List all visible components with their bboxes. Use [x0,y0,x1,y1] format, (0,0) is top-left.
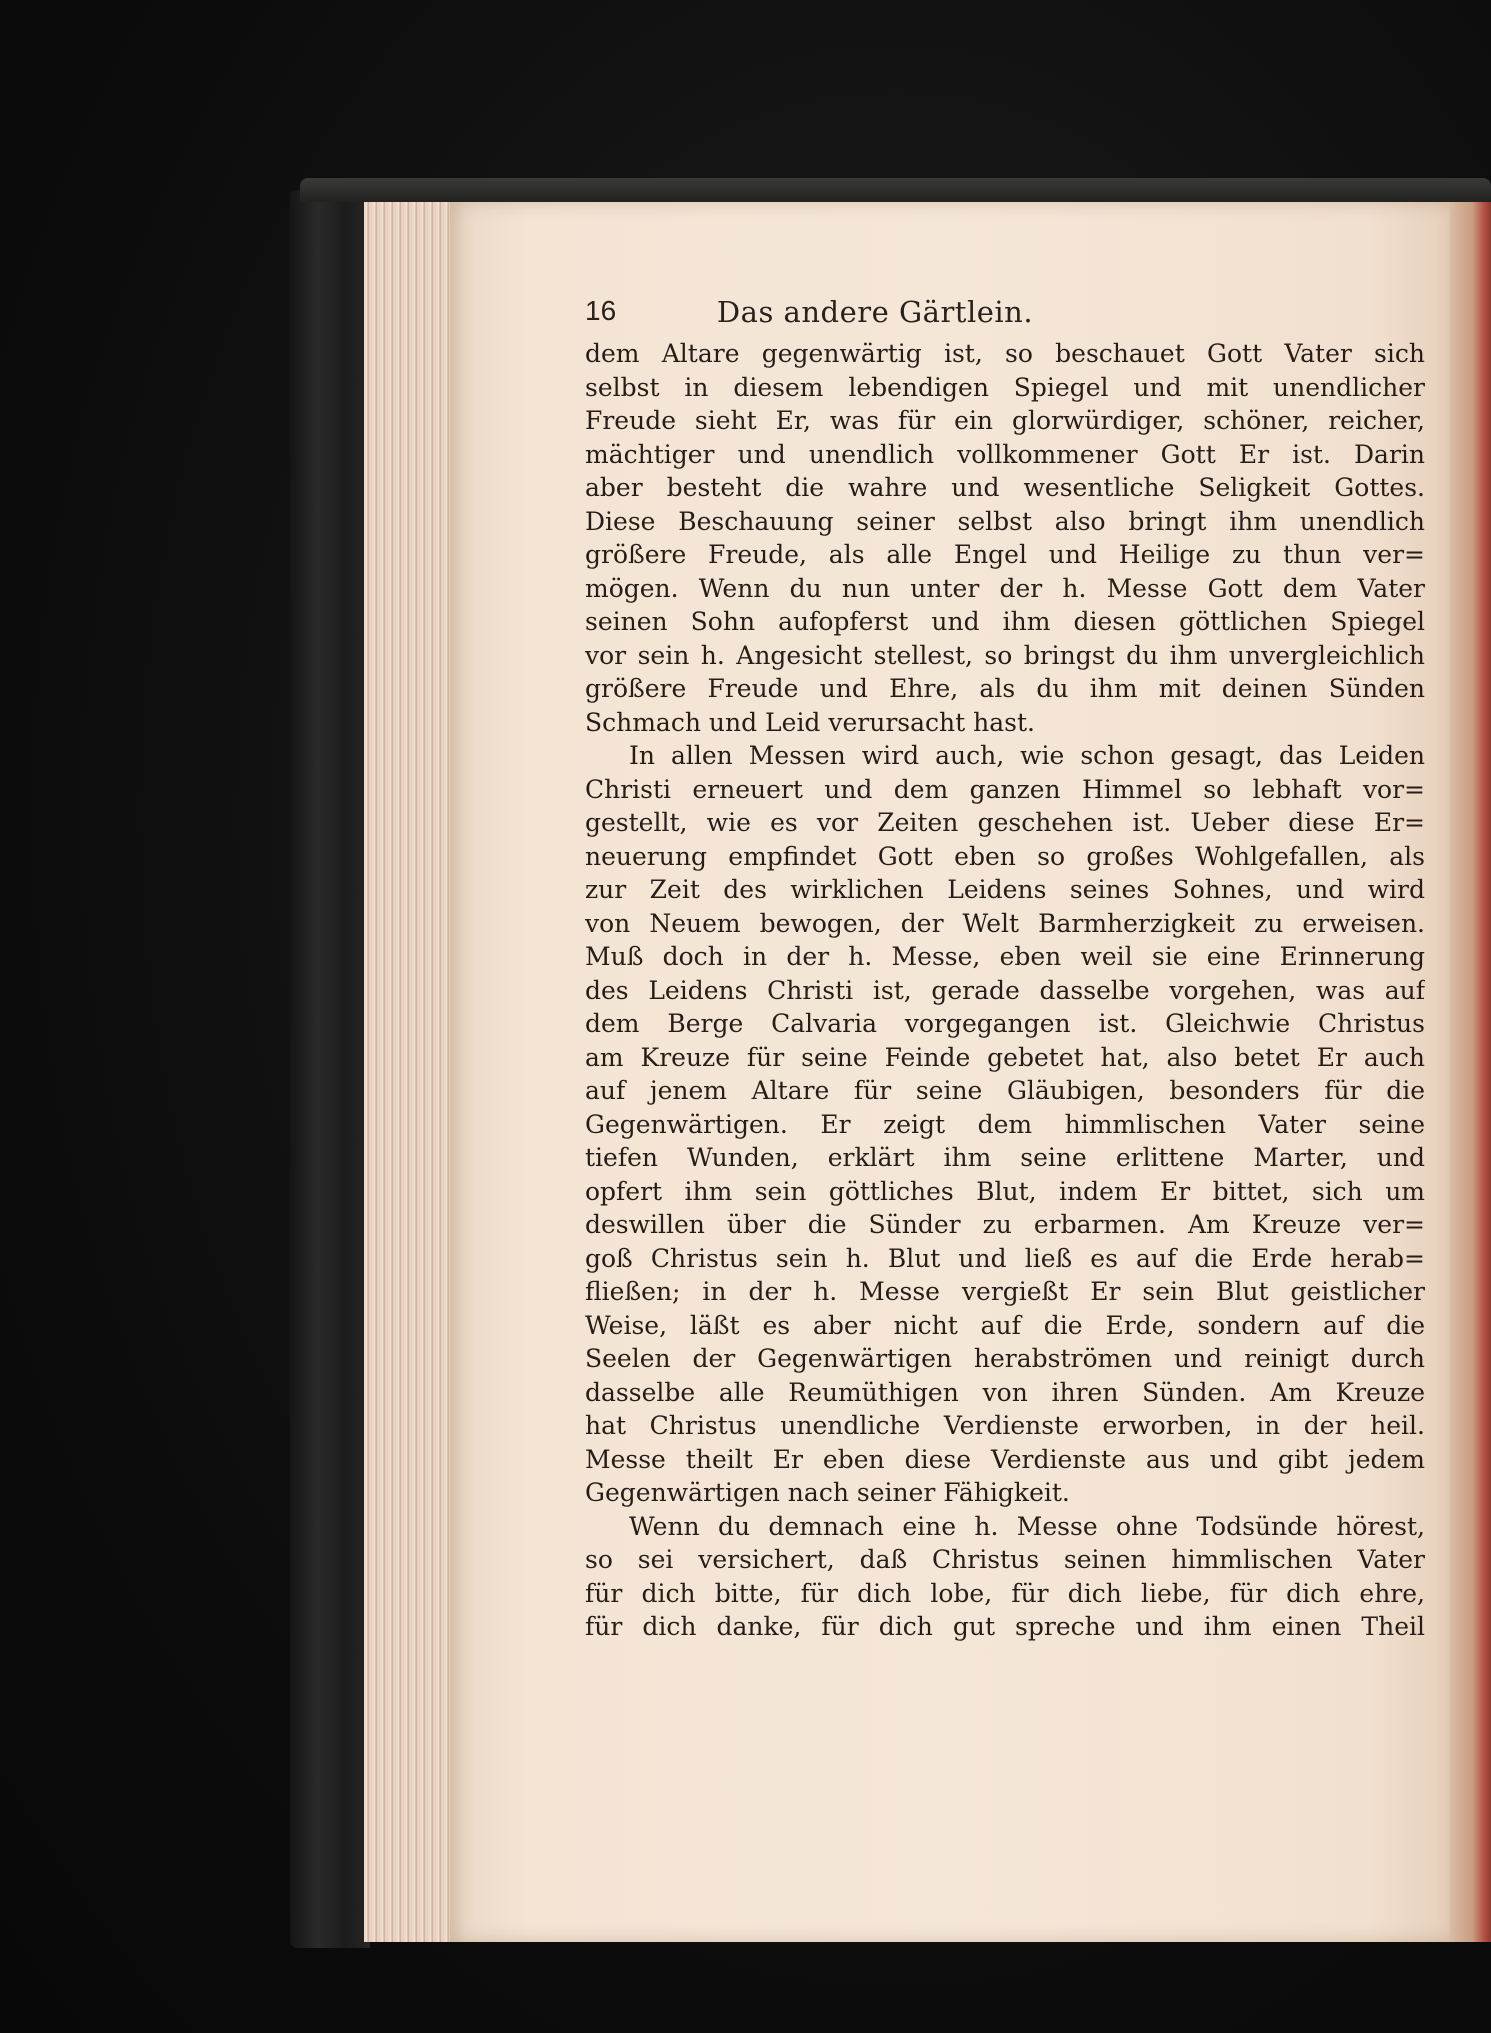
text-line: am Kreuze für seine Feinde gebetet hat, also betet Er auch [585,1042,1425,1072]
book-cover-top [300,178,1491,202]
text-line: mächtiger und unendlich vollkommener Gott Er ist. Darin [585,439,1425,469]
text-line: opfert ihm sein göttliches Blut, indem Er bittet, sich um [585,1176,1425,1206]
text-line: von Neuem bewogen, der Welt Barmherzigkeit zu erweisen. [585,908,1425,938]
text-line: Gegenwärtigen. Er zeigt dem himmlischen Vater seine [585,1109,1425,1139]
text-line: fließen; in der h. Messe vergießt Er sein Blut geistlicher [585,1277,1425,1306]
text-line: seinen Sohn aufopferst und ihm diesen göttlichen Spiegel [585,607,1425,636]
text-line: Messe theilt Er eben diese Verdienste aus und gibt jedem [585,1444,1425,1474]
text-line: aber besteht die wahre und wesentliche Seligkeit Gottes. [585,473,1425,502]
text-line: In allen Messen wird auch, wie schon gesagt, das Leiden [629,741,1425,770]
text-line: Wenn du demnach eine h. Messe ohne Todsünde hörest, [629,1511,1425,1541]
book-cover-spine [290,190,370,1948]
text-line: Gegenwärtigen nach seiner Fähigkeit. [585,1478,1070,1507]
text-line: Seelen der Gegenwärtigen herabströmen und reinigt durch [585,1344,1425,1373]
text-line: neuerung empfindet Gott eben so großes Wohlgefallen, als [585,841,1425,871]
page-number: 16 [585,295,617,326]
text-line: tiefen Wunden, erklärt ihm seine erlittene Marter, und [585,1143,1425,1172]
text-line: größere Freude, als alle Engel und Heilige zu thun ver= [585,540,1425,569]
text-line: dem Altare gegenwärtig ist, so beschauet Gott Vater sich [585,339,1425,368]
text-line: hat Christus unendliche Verdienste erworben, in der heil. [585,1411,1425,1440]
text-line: deswillen über die Sünder zu erbarmen. Am Kreuze ver= [585,1210,1425,1239]
text-line: mögen. Wenn du nun unter der h. Messe Gott dem Vater [585,573,1425,603]
text-line: Schmach und Leid verursacht hast. [585,707,1035,737]
text-line: so sei versichert, daß Christus seinen himmlischen Vater [585,1545,1425,1574]
text-line: Christi erneuert und dem ganzen Himmel so lebhaft vor= [585,774,1425,804]
text-line: selbst in diesem lebendigen Spiegel und mit unendlicher [585,372,1425,402]
text-line: dasselbe alle Reumüthigen von ihren Sünden. Am Kreuze [585,1377,1425,1407]
text-line: für dich bitte, für dich lobe, für dich liebe, für dich ehre, [585,1578,1425,1608]
body-text [585,337,1425,1644]
running-title: Das andere Gärtlein. [716,295,1034,329]
page-right-edge [1450,202,1491,1942]
page-edges [364,202,454,1942]
text-line: goß Christus sein h. Blut und ließ es auf die Erde herab= [585,1243,1425,1273]
text-line: zur Zeit des wirklichen Leidens seines Sohnes, und wird [585,875,1425,904]
text-line: Weise, läßt es aber nicht auf die Erde, sondern auf die [585,1310,1425,1340]
page-header [585,295,1165,337]
text-line: Muß doch in der h. Messe, eben weil sie eine Erinnerung [585,942,1425,971]
text-line: gestellt, wie es vor Zeiten geschehen ist. Ueber diese Er= [585,808,1425,837]
text-line: Freude sieht Er, was für ein glorwürdiger, schöner, reicher, [585,406,1425,435]
text-line: auf jenem Altare für seine Gläubigen, besonders für die [585,1076,1425,1105]
text-line: vor sein h. Angesicht stellest, so bringst du ihm unvergleichlich [585,640,1425,670]
text-line: des Leidens Christi ist, gerade dasselbe vorgehen, was auf [585,975,1425,1005]
text-line: dem Berge Calvaria vorgegangen ist. Gleichwie Christus [585,1009,1425,1038]
text-line: größere Freude und Ehre, als du ihm mit deinen Sünden [585,674,1425,703]
text-line: Diese Beschauung seiner selbst also bringt ihm unendlich [585,506,1425,536]
text-line: für dich danke, für dich gut spreche und ihm einen Theil [585,1612,1425,1641]
